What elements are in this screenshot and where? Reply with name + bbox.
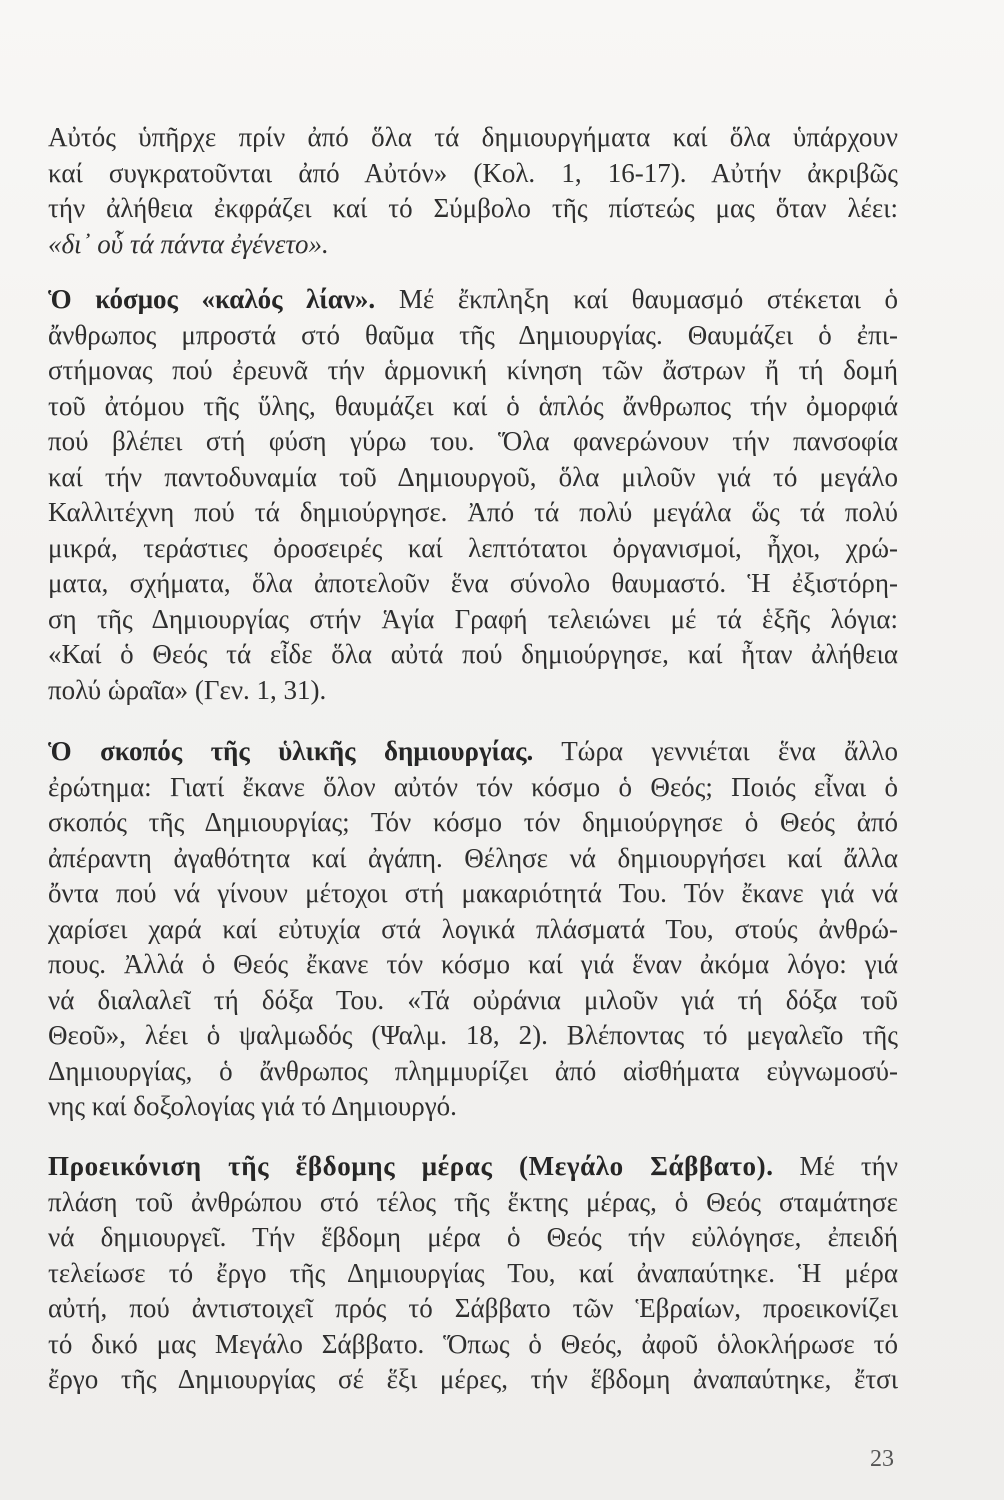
text-line: σκοπός τῆς Δημιουργίας; Τόν κόσμο τόν δημιούργησε ὁ Θεός ἀπό: [48, 807, 898, 837]
text-line: μικρά, τεράστιες ὀροσειρές καί λεπτότατοι ὀργανισμοί, ἦχοι, χρώ-: [48, 532, 898, 563]
text-line: χαρίσει χαρά καί εὐτυχία στά λογικά πλάσματά Του, στούς ἀνθρώ-: [48, 913, 898, 944]
page-number: 23: [870, 1446, 894, 1472]
creed-quote-line: «δι᾽ οὗ τά πάντα ἐγένετο».: [48, 228, 329, 259]
text-line: Δημιουργίας, ὁ ἄνθρωπος πλημμυρίζει ἀπό αἰσθήματα εὐγνωμοσύ-: [48, 1055, 898, 1086]
text-line: [48, 282, 898, 318]
text-line: Θεοῦ», λέει ὁ ψαλμωδός (Ψαλμ. 18, 2). Βλέποντας τό μεγαλεῖο τῆς: [48, 1020, 898, 1050]
text-line: ἔργο τῆς Δημιουργίας σέ ἕξι μέρες, τήν ἕβδομη ἀναπαύτηκε, ἔτσι: [48, 1364, 898, 1394]
text-line-content: Τώρα γεννιέται ἕνα ἄλλο: [561, 736, 899, 766]
paragraph: [48, 734, 898, 1125]
text-line: στήμονας πού ἐρευνᾶ τήν ἁρμονική κίνηση τῶν ἄστρων ἤ τή δομή: [48, 355, 898, 385]
text-line: τό δικό μας Μεγάλο Σάββατο. Ὅπως ὁ Θεός, ἀφοῦ ὁλοκλήρωσε τό: [48, 1328, 898, 1359]
text-line: ματα, σχήματα, ὅλα ἀποτελοῦν ἕνα σύνολο θαυμαστό. Ἡ ἐξιστόρη-: [48, 568, 898, 598]
text-line: «Καί ὁ Θεός τά εἶδε ὅλα αὐτά πού δημιούργησε, καί ἦταν ἀλήθεια: [48, 639, 898, 669]
text-line: τήν ἀλήθεια ἐκφράζει καί τό Σύμβολο τῆς πίστεώς μας ὅταν λέει:: [48, 193, 898, 223]
text-line: ὄντα πού νά γίνουν μέτοχοι στή μακαριότητά Του. Τόν ἔκανε γιά νά: [48, 878, 898, 908]
text-line: νά δημιουργεῖ. Τήν ἕβδομη μέρα ὁ Θεός τήν εὐλόγησε, ἐπειδή: [48, 1222, 898, 1252]
text-line: ἄνθρωπος μπροστά στό θαῦμα τῆς Δημιουργίας. Θαυμάζει ὁ ἐπι-: [48, 319, 898, 350]
text-line: Αὐτός ὑπῆρχε πρίν ἀπό ὅλα τά δημιουργήματα καί ὅλα ὑπάρχουν: [48, 122, 898, 152]
text-line: ση τῆς Δημιουργίας στήν Ἁγία Γραφή τελειώνει μέ τά ἑξῆς λόγια:: [48, 603, 898, 634]
text-line: ἀπέραντη ἀγαθότητα καί ἀγάπη. Θέλησε νά δημιουργήσει καί ἄλλα: [48, 842, 898, 873]
text-line: [48, 1149, 898, 1185]
text-line: πλάση τοῦ ἀνθρώπου στό τέλος τῆς ἕκτης μέρας, ὁ Θεός σταμάτησε: [48, 1186, 898, 1217]
text-line: πού βλέπει στή φύση γύρω του. Ὅλα φανερώνουν τήν πανσοφία: [48, 426, 898, 456]
text-line: Καλλιτέχνη πού τά δημιούργησε. Ἀπό τά πολύ μεγάλα ὥς τά πολύ: [48, 497, 898, 527]
text-line: ἐρώτημα: Γιατί ἔκανε ὅλον αὐτόν τόν κόσμο ὁ Θεός; Ποιός εἶναι ὁ: [48, 771, 898, 802]
paragraph: [48, 1149, 898, 1398]
text-line: [48, 734, 898, 770]
paragraph: [48, 120, 898, 262]
text-line: καί τήν παντοδυναμία τοῦ Δημιουργοῦ, ὅλα μιλοῦν γιά τό μεγάλο: [48, 461, 898, 492]
text-line: νης καί δοξολογίας γιά τό Δημιουργό.: [48, 1091, 457, 1121]
text-line: καί συγκρατοῦνται ἀπό Αὐτόν» (Κολ. 1, 16-17). Αὐτήν ἀκριβῶς: [48, 157, 898, 188]
section-heading: Προεικόνιση τῆς ἕβδομης μέρας (Μεγάλο Σάββατο).: [48, 1151, 774, 1181]
text-line-content: Μέ ἔκπληξη καί θαυμασμό στέκεται ὁ: [398, 284, 899, 314]
section-heading: Ὁ κόσμος «καλός λίαν».: [48, 284, 376, 314]
text-line: αὐτή, πού ἀντιστοιχεῖ πρός τό Σάββατο τῶν Ἑβραίων, προεικονίζει: [48, 1293, 898, 1323]
paragraph: [48, 282, 898, 708]
text-line: πους. Ἀλλά ὁ Θεός ἔκανε τόν κόσμο καί γιά ἕναν ἀκόμα λόγο: γιά: [48, 949, 898, 979]
text-line: νά διαλαλεῖ τή δόξα Του. «Τά οὐράνια μιλοῦν γιά τή δόξα τοῦ: [48, 984, 898, 1015]
text-line: πολύ ὡραῖα» (Γεν. 1, 31).: [48, 674, 327, 705]
text-line-content: Μέ τήν: [799, 1151, 898, 1181]
text-line: τελείωσε τό ἔργο τῆς Δημιουργίας Του, καί ἀναπαύτηκε. Ἡ μέρα: [48, 1257, 898, 1288]
text-line: τοῦ ἀτόμου τῆς ὕλης, θαυμάζει καί ὁ ἁπλός ἄνθρωπος τήν ὀμορφιά: [48, 390, 898, 421]
section-heading: Ὁ σκοπός τῆς ὑλικῆς δημιουργίας.: [48, 736, 534, 766]
